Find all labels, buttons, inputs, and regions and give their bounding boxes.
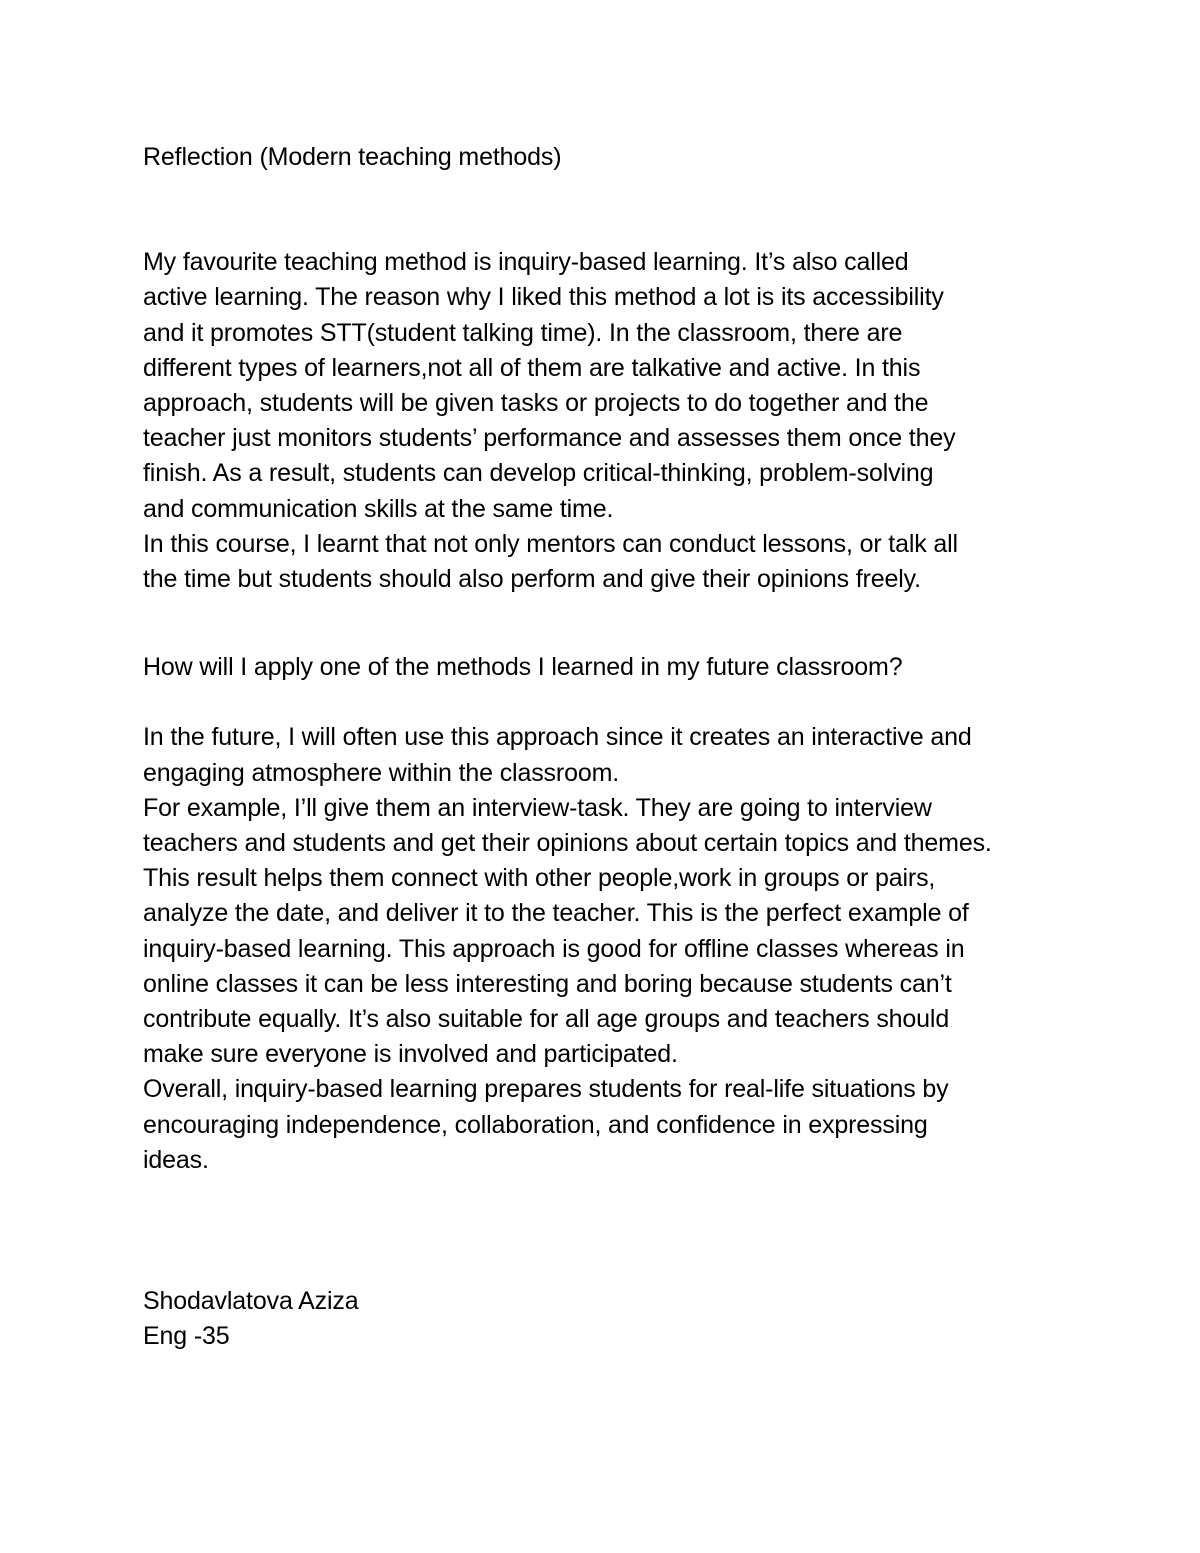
paragraph-example — [143, 791, 1073, 1073]
text-line: This result helps them connect with other people,work in groups or pairs, — [143, 864, 936, 893]
text-line: engaging atmosphere within the classroom. — [143, 758, 620, 787]
text-line: ideas. — [143, 1145, 209, 1174]
document-title: Reflection (Modern teaching methods) — [143, 143, 562, 171]
paragraph-favourite-method — [143, 245, 1073, 527]
text-line: and it promotes STT(student talking time). In the classroom, there are — [143, 318, 903, 347]
text-line: In this course, I learnt that not only mentors can conduct lessons, or talk all — [143, 529, 958, 558]
document-body — [143, 140, 1073, 1354]
text-line: contribute equally. It’s also suitable for all age groups and teachers should — [143, 1005, 950, 1034]
section-question: How will I apply one of the methods I learned in my future classroom? — [143, 653, 903, 682]
spacer — [143, 1178, 1073, 1284]
text-line: make sure everyone is involved and participated. — [143, 1040, 678, 1069]
text-line: finish. As a result, students can develop critical-thinking, problem-solving — [143, 459, 934, 488]
paragraph-course-learning — [143, 527, 1073, 597]
text-line: My favourite teaching method is inquiry-based learning. It’s also called — [143, 248, 909, 277]
text-line: Overall, inquiry-based learning prepares students for real-life situations by — [143, 1075, 949, 1104]
signature-block — [143, 1284, 1073, 1354]
paragraph-future-use — [143, 720, 1073, 790]
text-line: different types of learners,not all of them are talkative and active. In this — [143, 353, 921, 382]
text-line: inquiry-based learning. This approach is good for offline classes whereas in — [143, 934, 965, 963]
text-line: For example, I’ll give them an interview-task. They are going to interview — [143, 793, 932, 822]
text-line: analyze the date, and deliver it to the teacher. This is the perfect example of — [143, 899, 969, 928]
author-name: Shodavlatova Aziza — [143, 1287, 359, 1316]
text-line: and communication skills at the same time. — [143, 494, 614, 523]
text-line: online classes it can be less interesting and boring because students can’t — [143, 969, 952, 998]
spacer — [143, 685, 1073, 720]
text-line: teacher just monitors students’ performance and assesses them once they — [143, 424, 956, 453]
spacer — [143, 597, 1073, 650]
text-line: approach, students will be given tasks or projects to do together and the — [143, 389, 929, 418]
text-line: the time but students should also perform and give their opinions freely. — [143, 565, 921, 594]
text-line: encouraging independence, collaboration, and confidence in expressing — [143, 1110, 928, 1139]
paragraph-conclusion — [143, 1072, 1073, 1178]
author-group: Eng -35 — [143, 1322, 230, 1351]
text-line: active learning. The reason why I liked this method a lot is its accessibility — [143, 283, 944, 312]
text-line: In the future, I will often use this approach since it creates an interactive and — [143, 723, 972, 752]
spacer — [143, 175, 1073, 245]
text-line: teachers and students and get their opinions about certain topics and themes. — [143, 829, 992, 858]
